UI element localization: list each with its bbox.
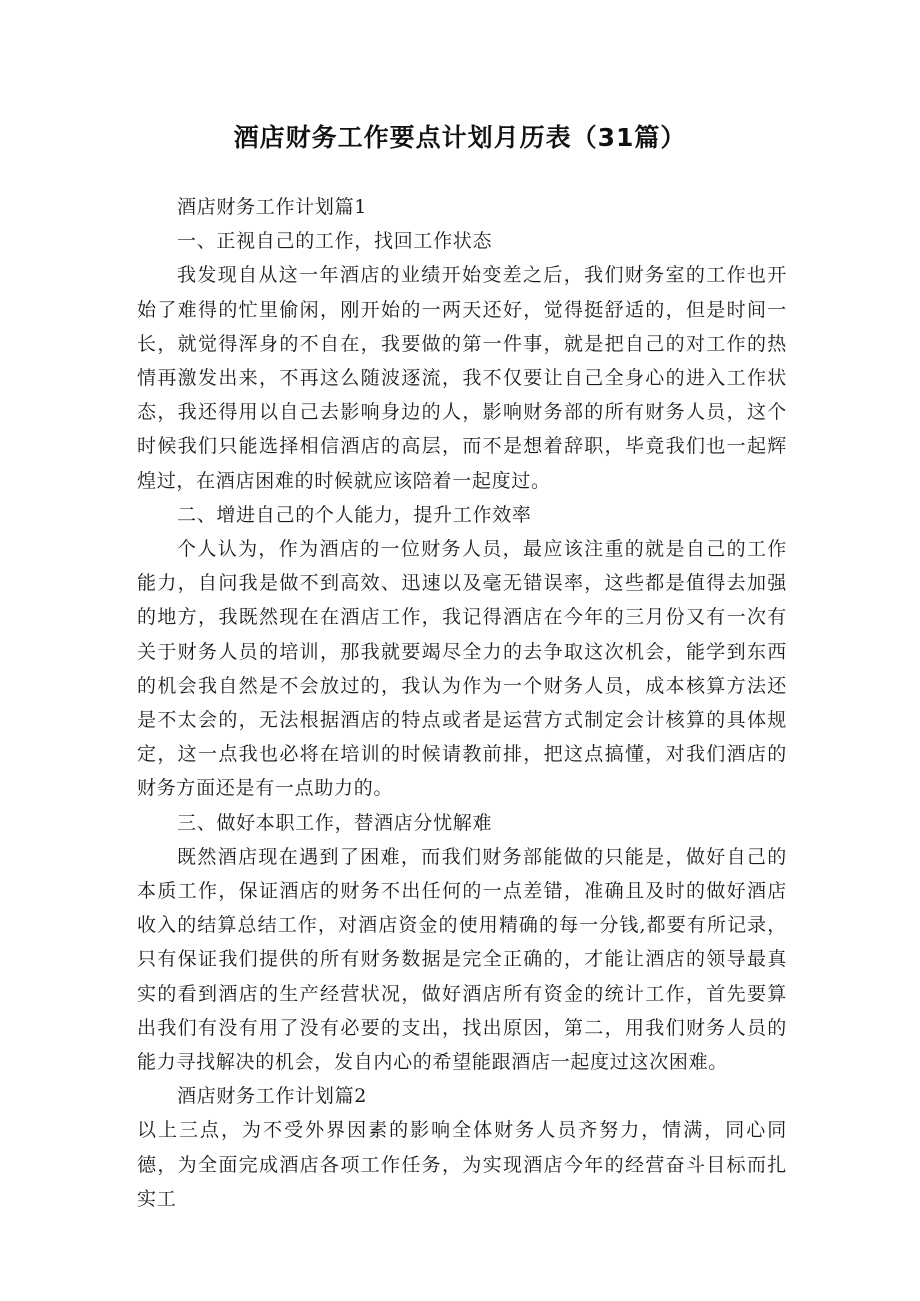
subsection-heading: 三、做好本职工作，替酒店分忧解难	[177, 811, 493, 834]
document-body	[137, 190, 787, 1216]
subsection-heading: 一、正视自己的工作，找回工作状态	[177, 230, 493, 253]
subsection-heading: 二、增进自己的个人能力，提升工作效率	[177, 503, 532, 526]
document-title: 酒店财务工作要点计划月历表（31篇）	[233, 123, 687, 152]
body-paragraph: 既然酒店现在遇到了困难，而我们财务部能做的只能是，做好自己的本质工作，保证酒店的财务不出任何的一点差错，准确且及时的做好酒店收入的结算总结工作，对酒店资金的使用精确的每一分钱,都要有所记录，只有保证我们提供的所有财务数据是完全正确的，才能让酒店的领导最真实的看到酒店的生产经营状况，做好酒店所有资金的统计工作，首先要算出我们有没有用了没有必要的支出，找出原因，第二，用我们财务人员的能力寻找解决的机会，发自内心的希望能跟酒店一起度过这次困难。	[137, 845, 787, 1074]
body-paragraph: 我发现自从这一年酒店的业绩开始变差之后，我们财务室的工作也开始了难得的忙里偷闲，刚开始的一两天还好，觉得挺舒适的，但是时间一长，就觉得浑身的不自在，我要做的第一件事，就是把自己的对工作的热情再激发出来，不再这么随波逐流，我不仅要让自己全身心的进入工作状态，我还得用以自己去影响身边的人，影响财务部的所有财务人员，这个时候我们只能选择相信酒店的高层，而不是想着辞职，毕竟我们也一起辉煌过，在酒店困难的时候就应该陪着一起度过。	[137, 264, 787, 492]
body-paragraph: 以上三点，为不受外界因素的影响全体财务人员齐努力，情满，同心同德，为全面完成酒店各项工作任务，为实现酒店今年的经营奋斗目标而扎实工	[137, 1119, 787, 1210]
section-heading: 酒店财务工作计划篇2	[177, 1085, 368, 1108]
section-heading: 酒店财务工作计划篇1	[177, 196, 368, 218]
body-paragraph: 个人认为，作为酒店的一位财务人员，最应该注重的就是自己的工作能力，自问我是做不到高效、迅速以及毫无错误率，这些都是值得去加强的地方，我既然现在在酒店工作，我记得酒店在今年的三月份又有一次有关于财务人员的培训，那我就要竭尽全力的去争取这次机会，能学到东西的机会我自然是不会放过的，我认为作为一个财务人员，成本核算方法还是不太会的，无法根据酒店的特点或者是运营方式制定会计核算的具体规定，这一点我也必将在培训的时候请教前排，把这点搞懂，对我们酒店的财务方面还是有一点助力的。	[137, 538, 787, 800]
